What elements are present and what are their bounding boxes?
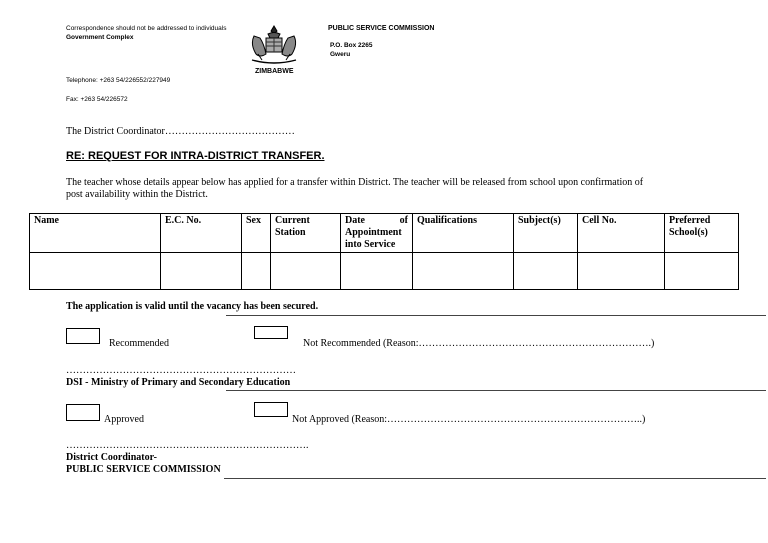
psc-signatory-title: District Coordinator-: [66, 452, 157, 463]
col-current-station: Current Station: [271, 214, 341, 253]
cell-qualifications[interactable]: [413, 253, 514, 290]
cell-current-station[interactable]: [271, 253, 341, 290]
approved-label: Approved: [104, 414, 144, 425]
recommended-checkbox[interactable]: [66, 328, 100, 344]
coat-of-arms-icon: [246, 24, 302, 73]
dsi-signature-line: ……………………………………………………………: [66, 365, 296, 376]
header-telephone: Telephone: +263 54/226552/227949: [66, 77, 171, 84]
header-psc-title: PUBLIC SERVICE COMMISSION: [328, 25, 435, 32]
teacher-details-table: [29, 213, 739, 290]
table-row: [30, 253, 739, 290]
table-header-row: [30, 214, 739, 253]
validity-note: The application is valid until the vacancy has been secured.: [66, 301, 319, 312]
not-approved-label: Not Approved (Reason:…………………………………………………………………..): [292, 414, 646, 425]
cell-preferred-schools[interactable]: [665, 253, 739, 290]
divider-line: [226, 390, 766, 391]
divider-line: [226, 315, 766, 316]
approved-checkbox[interactable]: [66, 404, 100, 421]
header-note: Correspondence should not be addressed to individuals: [66, 25, 227, 32]
cell-sex[interactable]: [242, 253, 271, 290]
col-qualifications: Qualifications: [413, 214, 514, 253]
not-approved-checkbox[interactable]: [254, 402, 288, 417]
recommended-label: Recommended: [109, 338, 169, 349]
addressee: The District Coordinator…………………………………: [66, 126, 295, 137]
col-date-of-appointment: Date of Appointment into Service: [341, 214, 413, 253]
not-recommended-checkbox[interactable]: [254, 326, 288, 339]
col-subjects: Subject(s): [514, 214, 578, 253]
col-cell-no: Cell No.: [578, 214, 665, 253]
psc-signatory-org: PUBLIC SERVICE COMMISSION: [66, 464, 221, 475]
intro-line-1: The teacher whose details appear below has applied for a transfer within District. The teacher will be released from school upon confirmation of: [66, 177, 644, 188]
dsi-signatory: DSI - Ministry of Primary and Secondary Education: [66, 377, 291, 388]
cell-date-of-appointment[interactable]: [341, 253, 413, 290]
col-sex: Sex: [242, 214, 271, 253]
header-government-complex: Government Complex: [66, 34, 134, 41]
not-recommended-label: Not Recommended (Reason:…………………………………………………………….): [303, 338, 655, 349]
cell-ec-no[interactable]: [161, 253, 242, 290]
col-ec-no: E.C. No.: [161, 214, 242, 253]
crest-label: ZIMBABWE: [255, 68, 294, 75]
psc-signature-line: ……………………………………………………………….: [66, 440, 309, 451]
header-city: Gweru: [330, 51, 351, 58]
divider-line: [224, 478, 766, 479]
col-name: Name: [30, 214, 161, 253]
cell-subjects[interactable]: [514, 253, 578, 290]
cell-cell-no[interactable]: [578, 253, 665, 290]
subject-heading: RE: REQUEST FOR INTRA-DISTRICT TRANSFER.: [66, 150, 325, 162]
col-preferred-schools: Preferred School(s): [665, 214, 739, 253]
intro-line-2: post availability within the District.: [66, 189, 208, 200]
cell-name[interactable]: [30, 253, 161, 290]
header-po-box: P.O. Box 2265: [330, 42, 373, 49]
header-fax: Fax: +263 54/226572: [66, 96, 128, 103]
